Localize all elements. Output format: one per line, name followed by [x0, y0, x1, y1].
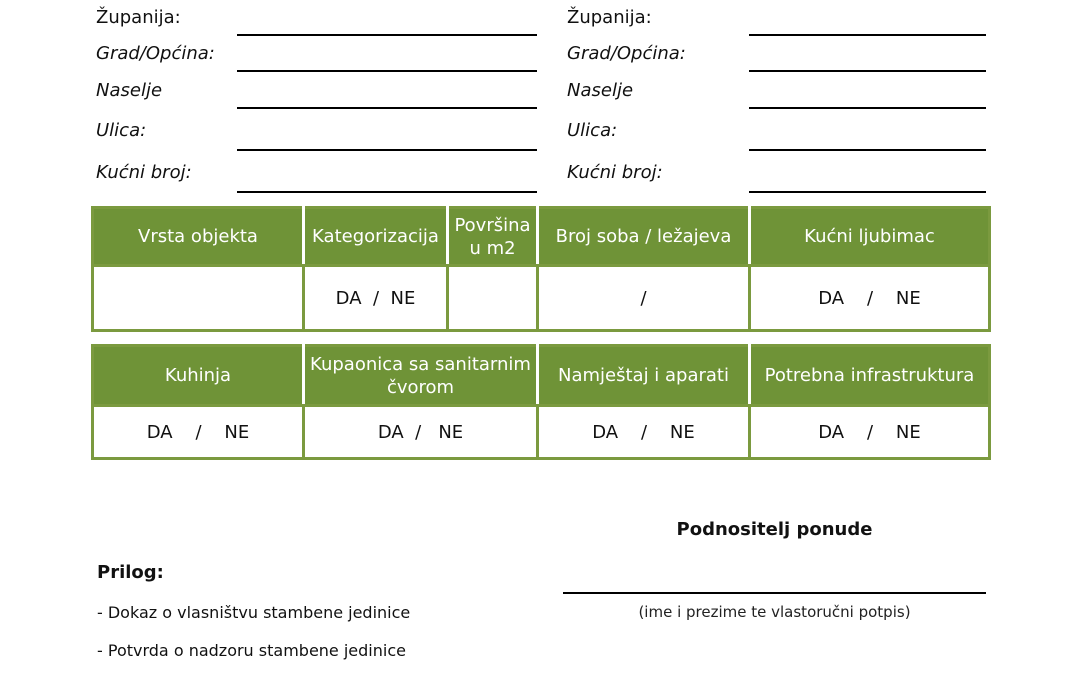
- house-number-label-left: Kućni broj:: [96, 162, 192, 183]
- col-bathroom: Kupaonica sa sanitarnim čvorom: [304, 346, 538, 406]
- signature-line[interactable]: [563, 592, 986, 594]
- property-table: [91, 206, 991, 332]
- attachments-title: Prilog:: [97, 562, 164, 583]
- house-number-field-left[interactable]: [237, 191, 537, 193]
- applicant-title: Podnositelj ponude: [676, 519, 873, 540]
- property-table-row: [93, 266, 990, 331]
- object-type-cell[interactable]: [93, 266, 304, 331]
- col-pets: Kućni ljubimac: [750, 208, 990, 266]
- furniture-choice[interactable]: DA / NE: [538, 406, 750, 459]
- settlement-label-right: Naselje: [567, 80, 634, 101]
- col-area: Površina u m2: [448, 208, 538, 266]
- amenities-table-header: [93, 346, 990, 406]
- street-field-left[interactable]: [237, 149, 537, 151]
- infrastructure-choice[interactable]: DA / NE: [750, 406, 990, 459]
- amenities-table: [91, 344, 991, 460]
- col-infrastructure: Potrebna infrastruktura: [750, 346, 990, 406]
- rooms-beds-cell[interactable]: /: [538, 266, 750, 331]
- col-furniture: Namještaj i aparati: [538, 346, 750, 406]
- city-field-left[interactable]: [237, 70, 537, 72]
- house-number-label-right: Kućni broj:: [567, 162, 663, 183]
- col-categorization: Kategorizacija: [304, 208, 448, 266]
- categorization-choice[interactable]: DA / NE: [304, 266, 448, 331]
- bathroom-choice[interactable]: DA / NE: [304, 406, 538, 459]
- county-label-left: Županija:: [96, 7, 181, 28]
- city-label-left: Grad/Općina:: [96, 43, 215, 64]
- street-field-right[interactable]: [749, 149, 986, 151]
- pets-choice[interactable]: DA / NE: [750, 266, 990, 331]
- street-label-left: Ulica:: [96, 120, 147, 141]
- street-label-right: Ulica:: [567, 120, 618, 141]
- property-table-header: [93, 208, 990, 266]
- col-kitchen: Kuhinja: [93, 346, 304, 406]
- signature-caption: (ime i prezime te vlastoručni potpis): [638, 603, 911, 621]
- settlement-field-left[interactable]: [237, 107, 537, 109]
- county-label-right: Županija:: [567, 7, 652, 28]
- county-field-left[interactable]: [237, 34, 537, 36]
- city-label-right: Grad/Općina:: [567, 43, 686, 64]
- col-object-type: Vrsta objekta: [93, 208, 304, 266]
- county-field-right[interactable]: [749, 34, 986, 36]
- settlement-field-right[interactable]: [749, 107, 986, 109]
- settlement-label-left: Naselje: [96, 80, 163, 101]
- city-field-right[interactable]: [749, 70, 986, 72]
- kitchen-choice[interactable]: DA / NE: [93, 406, 304, 459]
- amenities-table-row: [93, 406, 990, 459]
- area-cell[interactable]: [448, 266, 538, 331]
- attachment-item: - Potvrda o nadzoru stambene jedinice: [97, 641, 406, 660]
- attachment-item: - Dokaz o vlasništvu stambene jedinice: [97, 603, 411, 622]
- house-number-field-right[interactable]: [749, 191, 986, 193]
- col-rooms-beds: Broj soba / ležajeva: [538, 208, 750, 266]
